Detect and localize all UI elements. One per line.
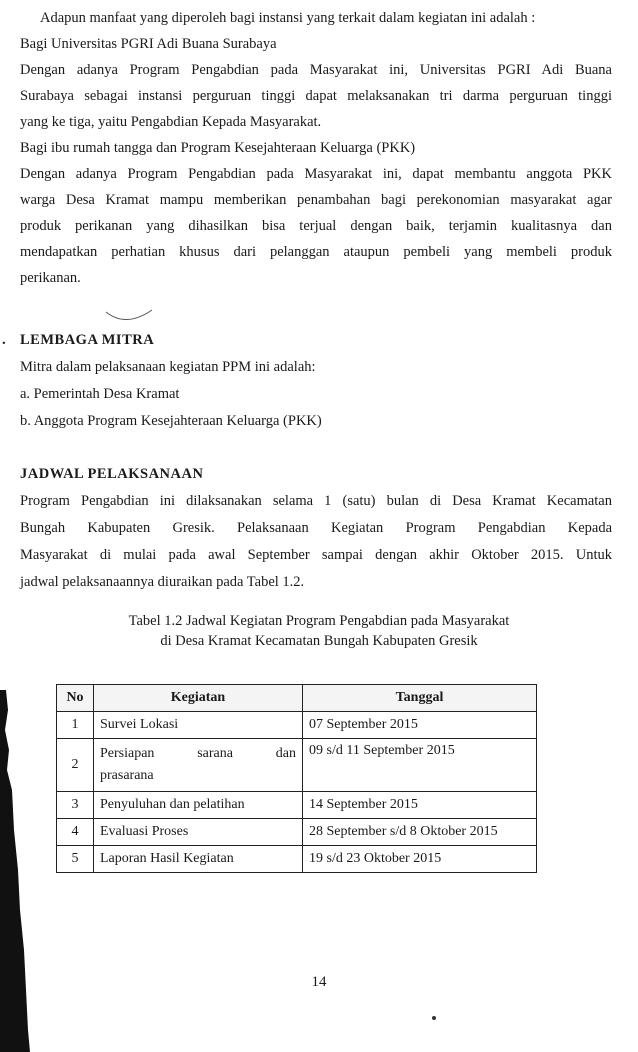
- pkk-line-4: mendapatkan perhatian khusus dari pelanggan ataupun pembeli yang membeli produk: [20, 244, 612, 260]
- scan-binding-shadow: [0, 690, 30, 1052]
- jadwal-heading: JADWAL PELAKSANAAN: [20, 466, 204, 482]
- row-no: 5: [57, 846, 94, 873]
- pen-stroke-mark: [104, 308, 156, 332]
- jadwal-line-1: Program Pengabdian ini dilaksanakan selama 1 (satu) bulan di Desa Kramat Kecamatan: [20, 493, 612, 509]
- univ-line-2: Surabaya sebagai instansi perguruan tinggi dapat melaksanakan tri darma perguruan tinggi: [20, 88, 612, 104]
- row-kegiatan-line-1: [100, 743, 296, 765]
- univ-heading: Bagi Universitas PGRI Adi Buana Surabaya: [20, 36, 277, 52]
- header-no: No: [57, 685, 94, 712]
- pkk-line-1: Dengan adanya Program Pengabdian pada Masyarakat ini, dapat membantu anggota PKK: [20, 166, 612, 182]
- section-bullet: .: [2, 332, 6, 348]
- row-no: 2: [57, 739, 94, 792]
- pkk-line-3: produk perikanan yang dihasilkan bisa terjual dengan baik, terjamin kualitasnya dan: [20, 218, 612, 234]
- row-tanggal: 07 September 2015: [303, 712, 537, 739]
- header-tanggal: Tanggal: [303, 685, 537, 712]
- table-caption-line-1: Tabel 1.2 Jadwal Kegiatan Program Pengabdian pada Masyarakat: [128, 613, 510, 629]
- table-row: [57, 819, 537, 846]
- jadwal-line-2: Bungah Kabupaten Gresik. Pelaksanaan Kegiatan Program Pengabdian Kepada: [20, 520, 612, 536]
- row-no: 4: [57, 819, 94, 846]
- stray-dot: [432, 1016, 436, 1020]
- mitra-intro: Mitra dalam pelaksanaan kegiatan PPM ini adalah:: [20, 359, 316, 375]
- schedule-table: [56, 684, 537, 873]
- table-header-row: [57, 685, 537, 712]
- pkk-line-5: perikanan.: [20, 270, 81, 286]
- row-tanggal: 14 September 2015: [303, 792, 537, 819]
- table-row: [57, 846, 537, 873]
- row-no: 1: [57, 712, 94, 739]
- intro-paragraph: Adapun manfaat yang diperoleh bagi instansi yang terkait dalam kegiatan ini adalah :: [40, 10, 536, 26]
- table-row: [57, 792, 537, 819]
- pkk-line-2: warga Desa Kramat mampu memberikan penambahan bagi perekonomian masyarakat agar: [20, 192, 612, 208]
- kegiatan-text: Persiapan sarana dan: [100, 746, 296, 761]
- mitra-item-b: b. Anggota Program Kesejahteraan Keluarga (PKK): [20, 413, 322, 429]
- page-number: 14: [311, 974, 327, 990]
- univ-line-3: yang ke tiga, yaitu Pengabdian Kepada Masyarakat.: [20, 114, 322, 130]
- jadwal-line-3: Masyarakat di mulai pada awal September sampai dengan akhir Oktober 2015. Untuk: [20, 547, 612, 563]
- row-kegiatan: Survei Lokasi: [94, 712, 303, 739]
- univ-line-1: Dengan adanya Program Pengabdian pada Masyarakat ini, Universitas PGRI Adi Buana: [20, 62, 612, 78]
- header-kegiatan: Kegiatan: [94, 685, 303, 712]
- row-tanggal: 19 s/d 23 Oktober 2015: [303, 846, 537, 873]
- row-no: 3: [57, 792, 94, 819]
- row-kegiatan: Laporan Hasil Kegiatan: [94, 846, 303, 873]
- table-row: [57, 712, 537, 739]
- table-caption-line-2: di Desa Kramat Kecamatan Bungah Kabupaten Gresik: [160, 633, 478, 649]
- row-kegiatan: [94, 739, 303, 792]
- mitra-heading: LEMBAGA MITRA: [20, 332, 155, 348]
- mitra-item-a: a. Pemerintah Desa Kramat: [20, 386, 180, 402]
- row-kegiatan: Evaluasi Proses: [94, 819, 303, 846]
- pkk-heading: Bagi ibu rumah tangga dan Program Kesejahteraan Keluarga (PKK): [20, 140, 416, 156]
- row-tanggal: 09 s/d 11 September 2015: [303, 739, 537, 792]
- row-kegiatan-line-2: prasarana: [100, 768, 154, 783]
- jadwal-line-4: jadwal pelaksanaannya diuraikan pada Tabel 1.2.: [20, 574, 305, 590]
- row-tanggal: 28 September s/d 8 Oktober 2015: [303, 819, 537, 846]
- table-row: [57, 739, 537, 792]
- row-kegiatan: Penyuluhan dan pelatihan: [94, 792, 303, 819]
